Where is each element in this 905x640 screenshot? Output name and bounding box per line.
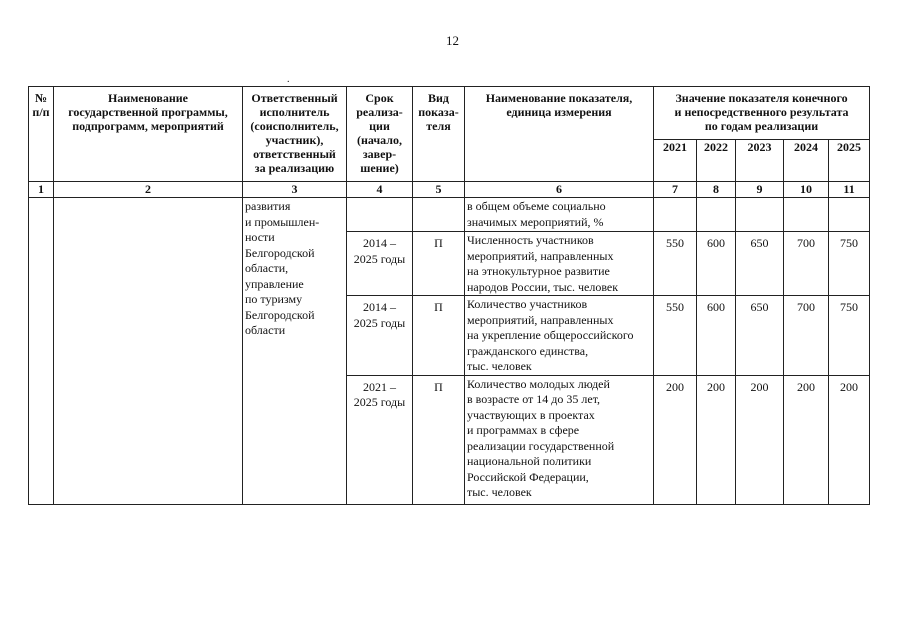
value-cell: 650 [736,232,784,296]
column-number: 1 [29,182,54,198]
header-row [29,87,870,140]
value-cell [736,198,784,232]
header-year: 2021 [654,140,697,182]
value-cell: 200 [736,375,784,504]
column-number: 4 [347,182,413,198]
header-year: 2025 [829,140,870,182]
value-cell [784,198,829,232]
term-cell [347,198,413,232]
indicator-cell: Количество молодых людей в возрасте от 14 до 35 лет, участвующих в проектах и программах в сфере реализации государственной национальной политики Российской Федерации, тыс. человек [465,375,654,504]
term-cell: 2014 – 2025 годы [347,296,413,376]
term-cell: 2014 – 2025 годы [347,232,413,296]
type-cell: П [413,296,465,376]
value-cell: 750 [829,296,870,376]
indicator-cell: Количество участников мероприятий, направленных на укрепление общероссийского гражданского единства, тыс. человек [465,296,654,376]
value-cell [829,198,870,232]
column-number: 9 [736,182,784,198]
program-name-cell [54,198,243,505]
header-year: 2023 [736,140,784,182]
term-cell: 2021 – 2025 годы [347,375,413,504]
value-cell: 200 [654,375,697,504]
value-cell: 600 [697,296,736,376]
value-cell: 700 [784,232,829,296]
column-number: 3 [243,182,347,198]
header-indicator-type: Вид показа- теля [413,87,465,182]
header-program-name: Наименование государственной программы, подпрограмм, мероприятий [54,87,243,182]
header-executor: Ответственный исполнитель (соисполнитель, участник), ответственный за реализацию [243,87,347,182]
page-number: 12 [446,33,459,48]
indicator-cell: Численность участников мероприятий, направленных на этнокультурное развитие народов России, тыс. человек [465,232,654,296]
value-cell [654,198,697,232]
type-cell [413,198,465,232]
program-table [28,86,870,505]
header-values: Значение показателя конечного и непосредственного результата по годам реализации [654,87,870,140]
num-cell [29,198,54,505]
column-number: 2 [54,182,243,198]
type-cell: П [413,232,465,296]
table-row [29,198,870,232]
column-number: 10 [784,182,829,198]
value-cell: 550 [654,232,697,296]
value-cell: 550 [654,296,697,376]
header-term: Срок реализа- ции (начало, завер- шение) [347,87,413,182]
column-number: 6 [465,182,654,198]
indicator-cell: в общем объеме социально значимых мероприятий, % [465,198,654,232]
value-cell: 200 [829,375,870,504]
column-number: 5 [413,182,465,198]
header-year: 2022 [697,140,736,182]
column-numbers-row [29,182,870,198]
header-year: 2024 [784,140,829,182]
header-num: № п/п [29,87,54,182]
column-number: 8 [697,182,736,198]
value-cell: 700 [784,296,829,376]
value-cell: 600 [697,232,736,296]
column-number: 11 [829,182,870,198]
value-cell: 750 [829,232,870,296]
value-cell: 200 [784,375,829,504]
header-indicator-name: Наименование показателя, единица измерения [465,87,654,182]
type-cell: П [413,375,465,504]
column-number: 7 [654,182,697,198]
stray-dot: . [287,74,290,85]
value-cell: 650 [736,296,784,376]
value-cell: 200 [697,375,736,504]
value-cell [697,198,736,232]
executor-cell: развития и промышлен- ности Белгородской области, управление по туризму Белгородской области [243,198,347,505]
